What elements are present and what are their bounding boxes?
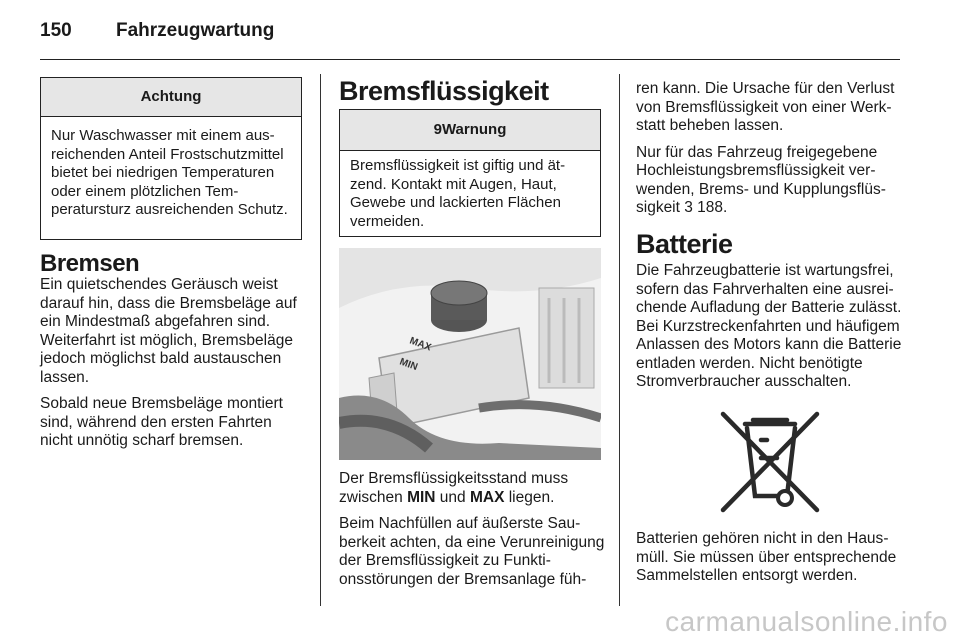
refill-paragraph: Beim Nachfüllen auf äußerste Sauberkeit achten, da eine Verunreinigung der Bremsflüssigkeit zu Funktionsstörungen der Bremsanlage füh- <box>339 515 605 588</box>
max-label: MAX <box>469 488 505 506</box>
min-label: MIN <box>407 488 436 506</box>
bremsen-paragraph-1: Ein quietschendes Geräusch weist darauf hin, dass die Bremsbeläge auf ein Mindestmaß abgefahren sind. Weiterfahrt ist möglich, Bremsbeläge jedoch möglichst bald austauschen lassen. <box>40 276 297 386</box>
reservoir-cap-top <box>431 281 487 305</box>
page-title: Fahrzeugwartung <box>116 20 275 41</box>
warning-box-title: Warnung <box>441 121 507 138</box>
caution-box-title: Achtung <box>41 78 301 117</box>
section-title-bremsfluessigkeit: Bremsflüssigkeit <box>339 76 549 106</box>
batterie-paragraph-1: Die Fahrzeugbatterie ist wartungsfrei, sofern das Fahrverhalten eine ausreichende Aufladung der Batterie zulässt. Bei Kurzstreckenfahrten und häufigem Anlassen des Motors kann die Batterie entladen werden. Nicht benötigte Stromverbraucher ausschalten. <box>636 262 902 390</box>
reservoir-label-max: MAX <box>407 335 433 354</box>
batterie-paragraph-2: Batterien gehören nicht in den Hausmüll. Sie müssen über entsprechende Sammelstellen entsorgt werden. <box>636 530 897 584</box>
page-number: 150 <box>40 20 72 41</box>
caution-box <box>40 77 302 240</box>
bremsen-paragraph-2: Sobald neue Bremsbeläge montiert sind, während den ersten Fahrten nicht unnötig scharf bremsen. <box>40 395 283 449</box>
fluid-level-paragraph: Der Bremsflüssigkeitsstand muss zwischen MIN und MAX liegen. <box>339 470 569 506</box>
fluid-spec-paragraph: Nur für das Fahrzeug freigegebene Hochleistungsbremsflüssigkeit verwenden, Brems- und Kupplungsflüssigkeit 3 188. <box>636 143 886 216</box>
bremsen-text <box>40 276 305 459</box>
warning-symbol: 9 <box>433 121 442 138</box>
column-divider-1 <box>320 74 321 606</box>
bremsfluessigkeit-text <box>339 470 607 597</box>
brake-fluid-reservoir-image <box>339 248 601 460</box>
header-divider <box>40 59 900 60</box>
image-right-component <box>539 288 594 388</box>
warning-box-text: Bremsflüssigkeit ist giftig und ätzend. Kontakt mit Augen, Haut, Gewebe und lackierten Flächen vermeiden. <box>350 157 566 230</box>
reservoir-label-min: MIN <box>397 356 419 374</box>
section-title-batterie: Batterie <box>636 229 733 259</box>
watermark: carmanualsonline.info <box>665 606 948 637</box>
column-divider-2 <box>619 74 620 606</box>
fluid-loss-paragraph: ren kann. Die Ursache für den Verlust von Bremsflüssigkeit von einer Werkstatt beheben lassen. <box>636 80 895 134</box>
crossed-out-wheelie-bin-icon <box>715 410 825 518</box>
caution-box-text: Nur Waschwasser mit einem ausreichenden Anteil Frostschutzmittel bietet bei niedrigen Temperaturen oder einem plötzlichen Temperatursturz ausreichenden Schutz. <box>51 127 288 218</box>
warning-box-header <box>340 110 600 151</box>
warning-box <box>339 109 601 237</box>
column3-text-top <box>636 80 906 226</box>
page-ref-icon: 3 <box>684 199 693 216</box>
section-title-bremsen: Bremsen <box>40 250 140 277</box>
